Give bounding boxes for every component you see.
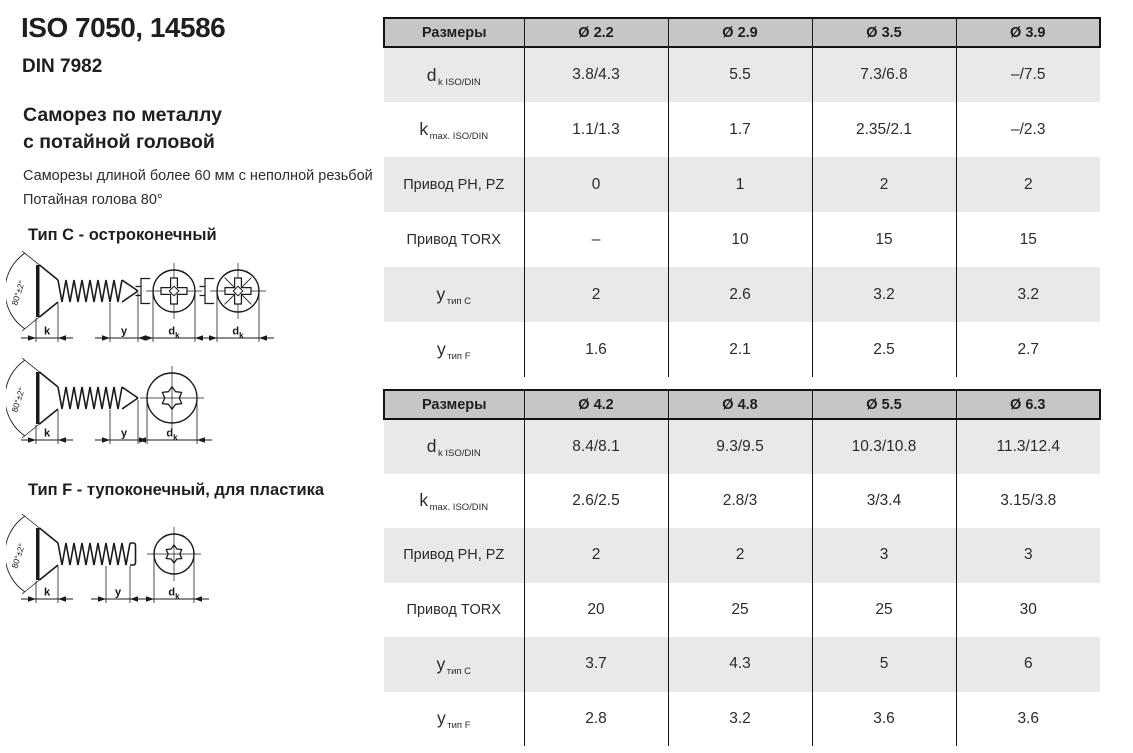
product-name-line-2: с потайной головой [23,131,215,153]
value-cell: 11.3/12.4 [956,419,1100,474]
value-cell: 7.3/6.8 [812,47,956,102]
diameter-header-cell: Ø 2.9 [668,18,812,47]
value-cell: 5 [812,637,956,692]
dimensions-table [383,17,1101,377]
diameter-header-cell: Ø 6.3 [956,390,1100,419]
value-cell: 3.6 [956,692,1100,747]
table-row [384,419,1100,474]
value-cell: 1 [668,157,812,212]
row-label: y $_{тип C}$ [384,637,524,692]
value-cell: 2.6/2.5 [524,474,668,529]
table-row [384,267,1100,322]
product-name-line-1: Саморез по металлу [23,104,222,126]
value-cell: 2 [524,267,668,322]
product-name [23,102,222,156]
head-angle-label: 80°±2° [9,542,27,570]
row-label: d $_{k ISO/DIN}$ [384,419,524,474]
value-cell: 1.7 [668,102,812,157]
table-row [384,102,1100,157]
table-row [384,637,1100,692]
type-c-heading: Тип C - остроконечный [28,226,217,244]
value-cell: 25 [812,583,956,638]
value-cell: 2.6 [668,267,812,322]
dimensions-table-small [383,17,1101,377]
value-cell: 3 [956,528,1100,583]
value-cell: 0 [524,157,668,212]
value-cell: 2.7 [956,322,1100,377]
diameter-header-cell: Ø 5.5 [812,390,956,419]
note-line-2: Потайная голова 80° [23,192,163,208]
row-label: d $_{k ISO/DIN}$ [384,47,524,102]
dim-label-k: k [43,427,51,440]
value-cell: 2.35/2.1 [812,102,956,157]
diameter-header-cell: Ø 4.8 [668,390,812,419]
drawing-type-c-ph-pz [6,246,311,356]
value-cell: 1.6 [524,322,668,377]
value-cell: 10 [668,212,812,267]
table-row [384,692,1100,747]
size-header-cell: Размеры [384,390,524,419]
dimensions-table [383,389,1101,746]
value-cell: 3.2 [956,267,1100,322]
value-cell: 30 [956,583,1100,638]
value-cell: 3 [812,528,956,583]
blunt-screw-side-view-and-torx-recess [6,506,311,611]
type-f-heading: Тип F - тупоконечный, для пластика [28,481,325,499]
note-line-1: Саморезы длиной более 60 мм с неполной резьбой [23,168,373,184]
value-cell: 2.8/3 [668,474,812,529]
value-cell: 2 [956,157,1100,212]
dimensions-table-large [383,389,1101,746]
value-cell: 15 [812,212,956,267]
row-label: y $_{тип F}$ [437,339,471,362]
value-cell: 3.2 [668,692,812,747]
diameter-header-cell: Ø 4.2 [524,390,668,419]
value-cell: 2 [812,157,956,212]
value-cell: 20 [524,583,668,638]
value-cell: 3.15/3.8 [956,474,1100,529]
product-note [23,164,373,212]
value-cell: –/2.3 [956,102,1100,157]
row-label: k $_{max. ISO/DIN}$ [419,490,489,514]
tables-panel [383,0,1133,753]
diameter-header-cell: Ø 3.9 [956,18,1100,47]
value-cell: 3.7 [524,637,668,692]
table-row [384,157,1100,212]
dim-label-dk: $d_k$ [168,325,180,340]
value-cell: 2 [524,528,668,583]
head-angle-label: 80°±2° [9,386,27,414]
size-header-cell: Размеры [384,18,524,47]
left-panel [0,0,383,753]
value-cell: 2.1 [668,322,812,377]
value-cell: 3.2 [812,267,956,322]
value-cell: 3.8/4.3 [524,47,668,102]
drawing-type-f-torx [6,506,311,616]
dim-label-dk: $d_k$ [168,586,180,601]
value-cell: 2.5 [812,322,956,377]
value-cell: 9.3/9.5 [668,419,812,474]
table-row [384,528,1100,583]
value-cell: 10.3/10.8 [812,419,956,474]
dim-label-dk: $d_k$ [166,427,178,442]
table-row [384,212,1100,267]
value-cell: 2.8 [524,692,668,747]
table-row [384,583,1100,638]
value-cell: – [524,212,668,267]
row-label: y $_{тип F}$ [437,708,471,732]
table-row [384,474,1100,529]
value-cell: 8.4/8.1 [524,419,668,474]
row-label: Привод PH, PZ [384,528,524,583]
head-angle-label: 80°±2° [9,279,27,307]
dim-label-dk: $d_k$ [232,325,244,340]
dim-label-y: y [120,427,128,440]
value-cell: –/7.5 [956,47,1100,102]
row-label: Привод TORX [406,231,501,248]
table-row [384,47,1100,102]
dim-label-y: y [120,325,128,338]
value-cell: 4.3 [668,637,812,692]
row-label: k $_{max. ISO/DIN}$ [419,119,489,142]
screw-side-view-and-torx-recess [6,358,311,450]
dim-label-k: k [43,586,51,599]
value-cell: 5.5 [668,47,812,102]
value-cell: 1.1/1.3 [524,102,668,157]
value-cell: 3.6 [812,692,956,747]
value-cell: 6 [956,637,1100,692]
row-label: Привод PH, PZ [384,157,524,212]
standard-subtitle: DIN 7982 [22,56,103,77]
diameter-header-cell: Ø 3.5 [812,18,956,47]
row-label: Привод TORX [406,601,501,618]
page-title: ISO 7050, 14586 [21,12,226,43]
dim-label-y: y [114,586,122,599]
screw-side-view-and-ph-pz-recess [6,246,311,351]
value-cell: 3/3.4 [812,474,956,529]
diameter-header-cell: Ø 2.2 [524,18,668,47]
table-row [384,322,1100,377]
drawing-type-c-torx [6,358,311,455]
row-label: y $_{тип C}$ [384,267,524,322]
value-cell: 2 [668,528,812,583]
value-cell: 15 [956,212,1100,267]
dim-label-k: k [43,325,51,338]
value-cell: 25 [668,583,812,638]
